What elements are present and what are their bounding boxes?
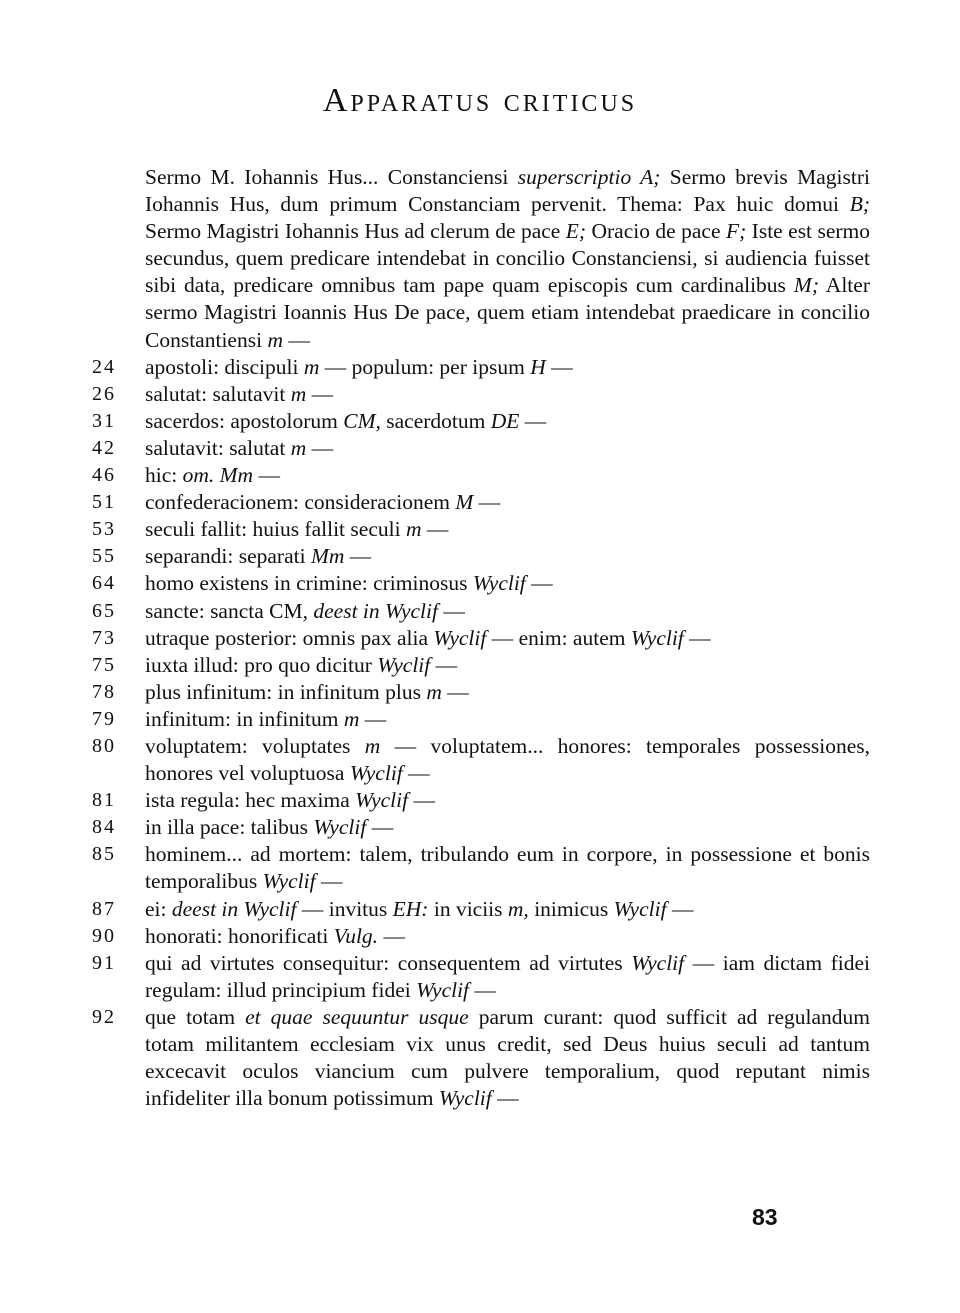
- apparatus-entry: [92, 164, 870, 354]
- line-number: 79: [92, 707, 116, 730]
- siglum-italic: F;: [725, 219, 747, 244]
- siglum-italic: deest in Wyclif: [171, 896, 297, 921]
- siglum-italic: m: [343, 706, 360, 731]
- line-number: 81: [92, 789, 116, 812]
- text-segment: salutat: salutavit: [145, 381, 291, 406]
- apparatus-entry: [92, 841, 870, 895]
- text-segment: —: [437, 598, 465, 623]
- apparatus-entry: [92, 435, 870, 462]
- text-segment: apostoli: discipuli: [145, 354, 304, 379]
- line-number: 75: [92, 653, 116, 676]
- siglum-italic: DE: [490, 408, 520, 433]
- line-number: 42: [92, 436, 116, 459]
- siglum-italic: CM,: [343, 408, 381, 433]
- text-segment: —: [253, 463, 280, 488]
- text-segment: sacerdos: apostolorum: [145, 408, 344, 433]
- text-segment: —: [545, 354, 573, 379]
- apparatus-entry: [92, 543, 870, 570]
- apparatus-entry: [92, 950, 870, 1004]
- siglum-italic: H: [530, 354, 546, 379]
- line-number: 46: [92, 464, 116, 487]
- text-segment: ista regula: hec maxima: [145, 788, 356, 813]
- text-segment: —: [315, 869, 343, 894]
- entry-text: [145, 570, 870, 597]
- text-segment: —: [519, 408, 547, 433]
- entry-text: [145, 706, 870, 733]
- apparatus-entry: [92, 923, 870, 950]
- siglum-italic: deest in Wyclif: [313, 598, 438, 623]
- page-title: Apparatus criticus: [322, 82, 638, 119]
- line-number: 53: [92, 518, 116, 541]
- text-segment: hic:: [145, 463, 183, 488]
- text-segment: confederacionem: consideracionem: [145, 490, 456, 515]
- line-number: 64: [92, 572, 116, 595]
- line-number: 78: [92, 680, 116, 703]
- line-number: 92: [92, 1005, 116, 1028]
- text-segment: in illa pace: talibus: [145, 815, 314, 840]
- siglum-italic: m: [303, 354, 320, 379]
- text-segment: —: [306, 435, 334, 460]
- entry-text: [145, 435, 870, 462]
- apparatus-entry: [92, 787, 870, 814]
- siglum-italic: Wyclif: [349, 761, 403, 786]
- apparatus-list: [92, 164, 870, 1112]
- text-segment: salutavit: salutat: [145, 435, 291, 460]
- text-segment: plus infinitum: in infinitum plus: [145, 679, 427, 704]
- entry-text: [145, 841, 870, 895]
- siglum-italic: Wyclif: [472, 571, 526, 596]
- text-segment: honorati: honorificati: [145, 923, 334, 948]
- apparatus-entry: [92, 381, 870, 408]
- text-segment: qui ad virtutes consequitur: consequentem ad virtutes: [145, 950, 632, 975]
- siglum-italic: Wyclif: [630, 625, 684, 650]
- entry-text: [145, 381, 870, 408]
- entry-text: [145, 652, 870, 679]
- line-number: 87: [92, 897, 116, 920]
- entry-text: [145, 543, 870, 570]
- text-segment: que totam: [145, 1004, 246, 1029]
- line-number: 90: [92, 924, 116, 947]
- line-number: 51: [92, 491, 116, 514]
- line-number: 55: [92, 545, 116, 568]
- siglum-italic: m: [290, 381, 307, 406]
- apparatus-entry: [92, 598, 870, 625]
- text-segment: —: [469, 977, 496, 1002]
- apparatus-entry: [92, 706, 870, 733]
- apparatus-entry: [92, 625, 870, 652]
- entry-text: [145, 896, 870, 923]
- line-number: [92, 164, 145, 354]
- text-segment: —: [366, 815, 394, 840]
- apparatus-entry: [92, 354, 870, 381]
- text-segment: infinitum: in infinitum: [145, 706, 344, 731]
- entry-text: [145, 489, 870, 516]
- entry-text: [145, 814, 870, 841]
- text-segment: parum curant: quod sufficit ad regulandum totam militantem ecclesiam vix unus credit, sed Deus huius seculi ad tantum excecavit oculos viancium cum pulvere temporalium, quod reputant nimis infideliter illa bonum potissimum: [145, 1004, 870, 1111]
- siglum-italic: Wyclif: [377, 652, 431, 677]
- siglum-italic: m: [405, 517, 422, 542]
- line-number: 84: [92, 816, 116, 839]
- apparatus-entry: [92, 462, 870, 489]
- text-segment: —: [421, 517, 449, 542]
- line-number: 91: [92, 951, 116, 974]
- siglum-italic: om. Mm: [182, 463, 254, 488]
- apparatus-entry: [92, 814, 870, 841]
- siglum-italic: Wyclif: [313, 815, 367, 840]
- text-segment: — invitus: [296, 896, 393, 921]
- text-segment: in viciis: [428, 896, 508, 921]
- siglum-italic: Wyclif: [262, 869, 316, 894]
- apparatus-entry: [92, 652, 870, 679]
- text-segment: Iste est sermo secundus, quem predicare intendebat in concilio Constanciensi, si audiencia fuisset sibi data, predicare omnibus tam pape quam episcopis cum cardinalibus: [145, 219, 871, 298]
- entry-text: [145, 354, 870, 381]
- siglum-italic: Wyclif: [416, 977, 470, 1002]
- text-segment: —: [473, 490, 501, 515]
- text-segment: —: [430, 652, 458, 677]
- text-segment: iuxta illud: pro quo dicitur: [145, 652, 378, 677]
- text-segment: —: [491, 1086, 519, 1111]
- line-number: 73: [92, 626, 116, 649]
- line-number: 80: [92, 734, 116, 757]
- siglum-italic: m: [267, 327, 283, 352]
- apparatus-entry: [92, 679, 870, 706]
- entry-text: [145, 733, 870, 787]
- text-segment: —: [441, 679, 469, 704]
- text-segment: —: [282, 327, 310, 352]
- text-segment: —: [359, 706, 387, 731]
- text-segment: —: [683, 625, 711, 650]
- apparatus-entry: [92, 570, 870, 597]
- siglum-italic: Vulg.: [333, 923, 379, 948]
- text-segment: —: [344, 544, 372, 569]
- siglum-italic: Wyclif: [631, 950, 685, 975]
- entry-text: [145, 679, 870, 706]
- siglum-italic: Wyclif: [613, 896, 667, 921]
- siglum-italic: Wyclif: [438, 1086, 492, 1111]
- text-segment: —: [666, 896, 694, 921]
- entry-text: [145, 408, 870, 435]
- text-segment: hominem... ad mortem: talem, tribulando eum in corpore, in possessione et bonis temporalibus: [145, 842, 870, 894]
- text-segment: sacerdotum: [380, 408, 491, 433]
- text-segment: —: [402, 761, 430, 786]
- apparatus-entry: [92, 1004, 870, 1112]
- apparatus-entry: [92, 408, 870, 435]
- siglum-italic: Wyclif: [355, 788, 409, 813]
- text-segment: — voluptatem... honores: temporales possessiones, honores vel voluptuosa: [145, 733, 870, 786]
- text-segment: Oracio de pace: [586, 219, 726, 244]
- entry-text: [145, 164, 870, 354]
- text-segment: Sermo brevis Magistri Iohannis Hus, dum primum Constanciam pervenit. Thema: Pax huic domui: [145, 165, 870, 217]
- line-number: 85: [92, 843, 116, 866]
- entry-text: [145, 516, 870, 543]
- text-segment: inimicus: [528, 896, 614, 921]
- text-segment: utraque posterior: omnis pax alia: [145, 625, 434, 650]
- entry-text: [145, 1004, 870, 1112]
- text-segment: —: [525, 571, 553, 596]
- page-number: 83: [752, 1204, 778, 1230]
- entry-text: [145, 462, 870, 489]
- siglum-italic: EH:: [392, 896, 429, 921]
- apparatus-entry: [92, 896, 870, 923]
- entry-text: [145, 950, 870, 1004]
- siglum-italic: m: [364, 733, 381, 758]
- siglum-italic: Mm: [310, 544, 345, 569]
- text-segment: —: [378, 923, 405, 948]
- text-segment: —: [408, 788, 435, 813]
- siglum-italic: superscriptio A;: [517, 165, 661, 189]
- text-segment: separandi: separati: [145, 544, 311, 569]
- line-number: 65: [92, 599, 116, 622]
- entry-text: [145, 625, 870, 652]
- line-number: 24: [92, 355, 116, 378]
- entry-text: [145, 923, 870, 950]
- apparatus-entry: [92, 516, 870, 543]
- text-segment: ei:: [145, 896, 172, 921]
- text-segment: homo existens in crimine: criminosus: [145, 571, 473, 596]
- text-segment: Alter sermo Magistri Ioannis Hus De pace, quem etiam intendebat praedicare in concilio Constantiensi: [145, 273, 870, 352]
- text-segment: — iam dictam fidei regulam: illud principium fidei: [145, 950, 870, 1002]
- text-segment: —: [306, 381, 334, 406]
- entry-text: [145, 787, 870, 814]
- text-segment: Sermo M. Iohannis Hus... Constanciensi: [145, 165, 518, 189]
- apparatus-entry: [92, 489, 870, 516]
- text-segment: seculi fallit: huius fallit seculi: [145, 517, 406, 542]
- siglum-italic: M;: [793, 273, 819, 298]
- text-segment: Sermo Magistri Iohannis Hus ad clerum de pace: [145, 219, 566, 244]
- siglum-italic: et quae sequuntur usque: [245, 1004, 469, 1029]
- siglum-italic: m,: [507, 896, 529, 921]
- text-segment: — enim: autem: [486, 625, 631, 650]
- siglum-italic: m: [290, 435, 307, 460]
- text-segment: sancte: sancta CM,: [145, 598, 314, 623]
- apparatus-entry: [92, 733, 870, 787]
- siglum-italic: E;: [565, 219, 587, 244]
- entry-text: [145, 598, 870, 625]
- siglum-italic: Wyclif: [433, 625, 487, 650]
- siglum-italic: m: [426, 679, 442, 704]
- text-segment: — populum: per ipsum: [319, 354, 531, 379]
- siglum-italic: B;: [849, 192, 870, 217]
- line-number: 26: [92, 382, 116, 405]
- line-number: 31: [92, 409, 116, 432]
- text-segment: voluptatem: voluptates: [145, 733, 365, 758]
- siglum-italic: M: [455, 490, 474, 515]
